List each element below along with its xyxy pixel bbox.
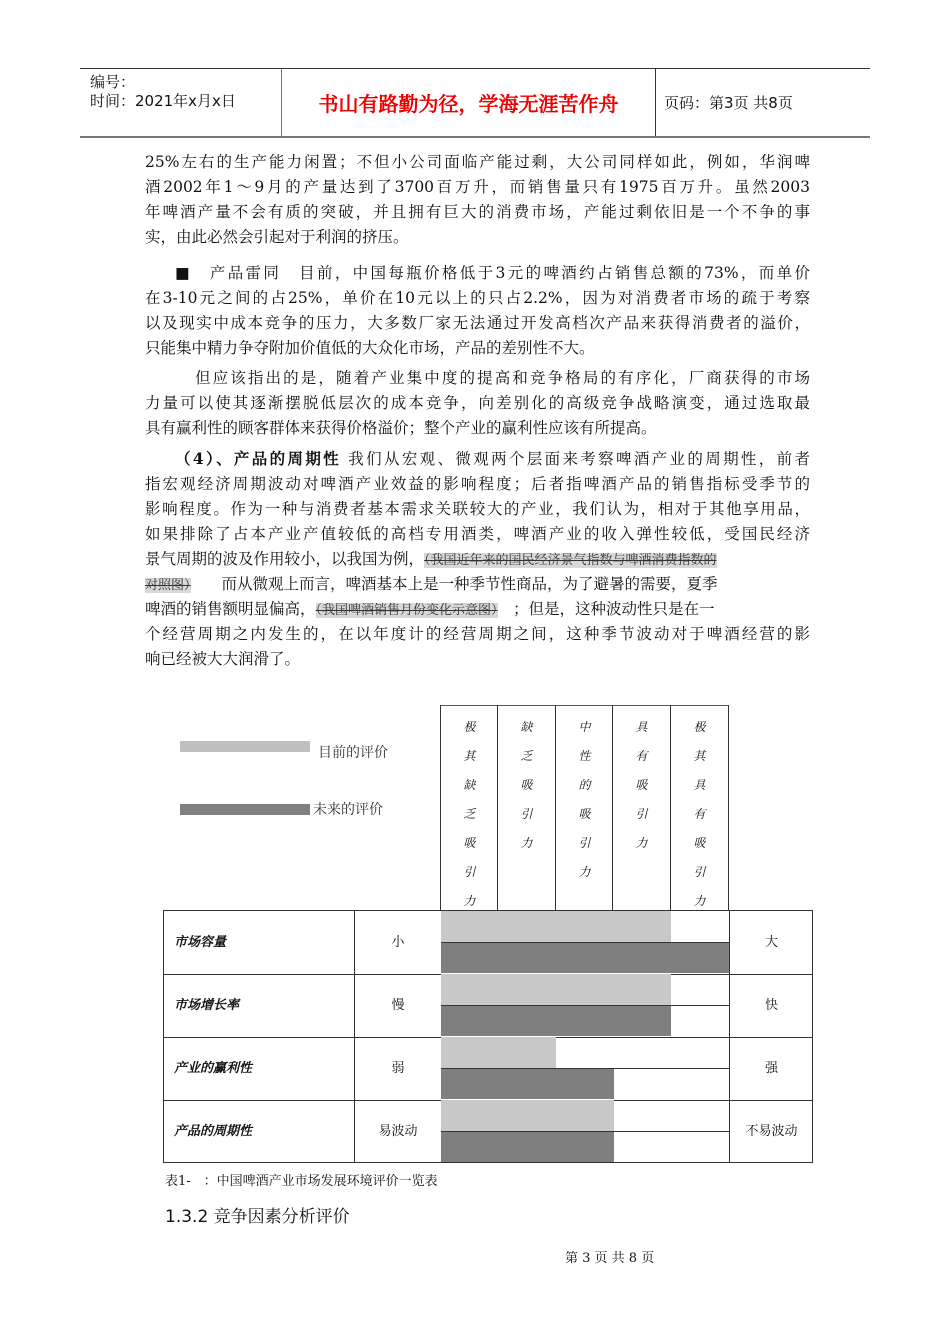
column-header — [497, 705, 555, 910]
section-heading: 1.3.2 竞争因素分析评价 — [165, 1207, 350, 1227]
evaluation-table — [163, 910, 813, 1163]
row-divider — [441, 1005, 729, 1006]
low-label: 慢 — [354, 974, 441, 1037]
text-line: 在3-10元之间的占25%，单价在10元以上的只占2.2%，因为对消费者市场的疏于考察 — [145, 289, 810, 307]
current-bar — [441, 1037, 556, 1068]
row-divider — [441, 1068, 729, 1069]
p4-text: ；但是，这种波动性只是在一 — [497, 600, 715, 618]
text-line: 实，由此必然会引起对于利润的挤压。 — [145, 228, 409, 246]
p4-title: （4）、产品的周期性 — [175, 449, 342, 468]
current-bar — [441, 974, 671, 1005]
column-header — [670, 705, 729, 910]
deleted-figure-ref: 对照图） — [145, 578, 191, 593]
text-line: 如果排除了占本产业产值较低的高档专用酒类，啤酒产业的收入弹性较低，受国民经济 — [145, 525, 810, 543]
text-line: 具有赢利性的顾客群体来获得价格溢价；整个产业的赢利性应该有所提高。 — [145, 419, 657, 437]
table-row — [164, 974, 812, 1038]
text-line: 力量可以使其逐渐摆脱低层次的成本竞争，向差别化的高级竞争战略演变，通过选取最 — [145, 394, 810, 412]
column-label: 具有吸引力 — [635, 720, 648, 850]
future-bar — [441, 1131, 614, 1162]
high-label: 快 — [729, 974, 813, 1037]
row-label: 产品的周期性 — [174, 1124, 253, 1139]
deleted-figure-ref: （我国啤酒销售月份变化示意图） — [315, 603, 498, 618]
high-label: 大 — [729, 911, 813, 974]
column-header — [612, 705, 670, 910]
text-line: 只能集中精力争夺附加价值低的大众化市场，产品的差别性不大。 — [145, 339, 595, 357]
text-line — [145, 573, 810, 595]
low-label: 易波动 — [354, 1100, 441, 1163]
table-caption: 表1- ：中国啤酒产业市场发展环境评价一览表 — [165, 1174, 438, 1189]
row-label: 市场增长率 — [174, 998, 240, 1013]
legend-swatch-current — [180, 741, 310, 752]
text-line: 25%左右的生产能力闲置；不但小公司面临产能过剩，大公司同样如此，例如，华润啤 — [145, 153, 810, 171]
text-line: 但应该指出的是，随着产业集中度的提高和竞争格局的有序化，厂商获得的市场 — [195, 369, 810, 387]
p4-text: 啤酒的销售额明显偏高， — [145, 600, 316, 618]
text-line — [145, 548, 810, 570]
text-line: 响已经被大大润滑了。 — [145, 650, 301, 668]
text-line: 年啤酒产量不会有质的突破，并且拥有巨大的消费市场，产能过剩依旧是一个不争的事 — [145, 203, 810, 221]
p4-text: 景气周期的波及作用较小，以我国为例， — [145, 550, 425, 568]
text-line: 指宏观经济周期波动对啤酒产业效益的影响程度；后者指啤酒产品的销售指标受季节的 — [145, 475, 810, 493]
text-line — [175, 448, 810, 470]
future-bar — [441, 1068, 614, 1099]
page-header — [80, 68, 870, 138]
text-line: 影响程度。作为一种与消费者基本需求关联较大的产业，我们认为，相对于其他享用品， — [145, 500, 810, 518]
header-meta — [80, 69, 282, 136]
text-line: 酒2002年1～9月的产量达到了3700百万升，而销售量只有1975百万升。虽然2003 — [145, 178, 810, 196]
column-label: 缺乏吸引力 — [520, 720, 533, 850]
future-bar — [441, 942, 729, 973]
future-bar — [441, 1005, 671, 1036]
page-footer: 第 3 页 共 8 页 — [565, 1251, 655, 1266]
current-bar — [441, 1100, 614, 1131]
high-label: 强 — [729, 1037, 813, 1100]
row-label: 产业的赢利性 — [174, 1061, 253, 1076]
text-line — [145, 598, 810, 620]
header-motto: 书山有路勤为径，学海无涯苦作舟 — [282, 69, 656, 136]
legend-future: 未来的评价 — [313, 802, 383, 818]
column-label: 中性的吸引力 — [578, 720, 591, 879]
low-label: 弱 — [354, 1037, 441, 1100]
legend-swatch-future — [180, 804, 310, 815]
column-header — [440, 705, 498, 910]
deleted-figure-ref: （我国近年来的国民经济景气指数与啤酒消费指数的 — [424, 553, 717, 568]
row-divider — [441, 1131, 729, 1132]
column-header — [555, 705, 613, 910]
low-label: 小 — [354, 911, 441, 974]
legend-current: 目前的评价 — [318, 745, 388, 761]
row-divider — [441, 942, 729, 943]
table-row — [164, 1037, 812, 1101]
text-line: 以及现实中成本竞争的压力，大多数厂家无法通过开发高档次产品来获得消费者的溢价， — [145, 314, 810, 332]
table-row — [164, 911, 812, 975]
high-label: 不易波动 — [729, 1100, 813, 1163]
column-label: 极其具有吸引力 — [693, 720, 706, 908]
row-label: 市场容量 — [174, 935, 227, 950]
text-line: 个经营周期之内发生的，在以年度计的经营周期之间，这种季节波动对于啤酒经营的影 — [145, 625, 810, 643]
current-bar — [441, 911, 671, 942]
code-label: 编号： — [90, 73, 136, 91]
date-label: 时间：2021年x月x日 — [90, 92, 236, 110]
table-row — [164, 1100, 812, 1163]
header-page-info: 页码：第3页 共8页 — [664, 94, 793, 112]
column-label: 极其缺乏吸引力 — [463, 720, 476, 908]
p4-text: 而从微观上而言，啤酒基本上是一种季节性商品，为了避暑的需要，夏季 — [190, 575, 718, 593]
text-line: ■ 产品雷同 目前，中国每瓶价格低于3元的啤酒约占销售总额的73%，而单价 — [175, 264, 810, 282]
p4-text: 我们从宏观、微观两个层面来考察啤酒产业的周期性，前者 — [348, 450, 810, 468]
